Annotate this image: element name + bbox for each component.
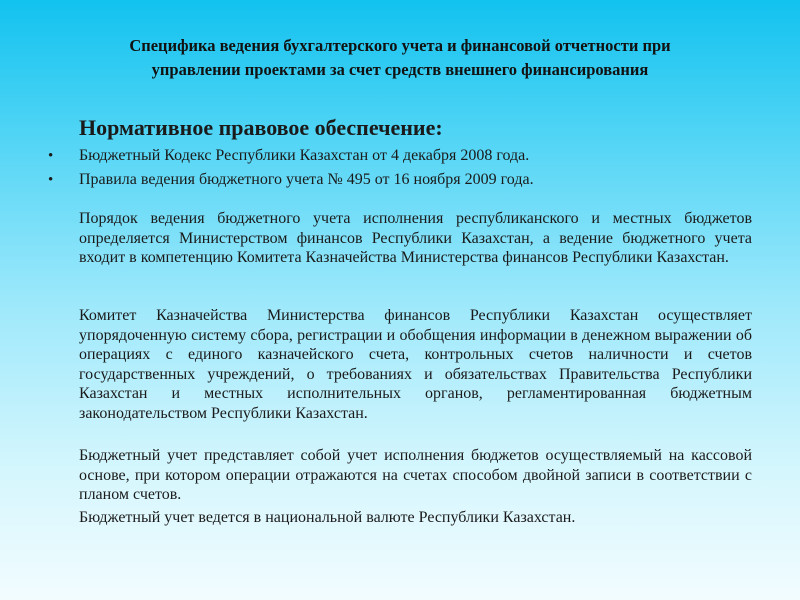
- paragraph-cash-basis: Бюджетный учет представляет собой учет исполнения бюджетов осуществляемый на кассовой основе, при котором операции отражаются на счетах способом двойной записи в соответствии с планом счетов.: [79, 447, 752, 504]
- slide-title-line-2: управлении проектами за счет средств внешнего финансирования: [151, 60, 649, 79]
- bullet-icon: •: [48, 172, 54, 188]
- slide-title-line-1: Специфика ведения бухгалтерского учета и финансовой отчетности при: [129, 36, 671, 55]
- paragraph-treasury-committee: Комитет Казначейства Министерства финансов Республики Казахстан осуществляет упорядоченную систему сбора, регистрации и обобщения информации в денежном выражении об операциях с единого казначейского счета, контрольных счетов наличности и счетов государственных учреждений, о требованиях и обязательствах Правительства Республики Казахстан и местных исполнительных органов, регламентированная бюджетным законодательством Республики Казахстан.: [79, 307, 752, 422]
- section-heading: Нормативное правовое обеспечение:: [79, 115, 443, 140]
- paragraph-budget-accounting-order: Порядок ведения бюджетного учета исполнения республиканского и местных бюджетов определяется Министерством финансов Республики Казахстан, а ведение бюджетного учета входит в компетенцию Комитета Казначейства Министерства финансов Республики Казахстан.: [79, 210, 752, 267]
- bullet-text: Бюджетный Кодекс Республики Казахстан от 4 декабря 2008 года.: [79, 147, 530, 164]
- bullet-text: Правила ведения бюджетного учета № 495 от 16 ноября 2009 года.: [79, 171, 534, 188]
- bullet-icon: •: [48, 148, 54, 164]
- paragraph-national-currency: Бюджетный учет ведется в национальной валюте Республики Казахстан.: [79, 509, 576, 526]
